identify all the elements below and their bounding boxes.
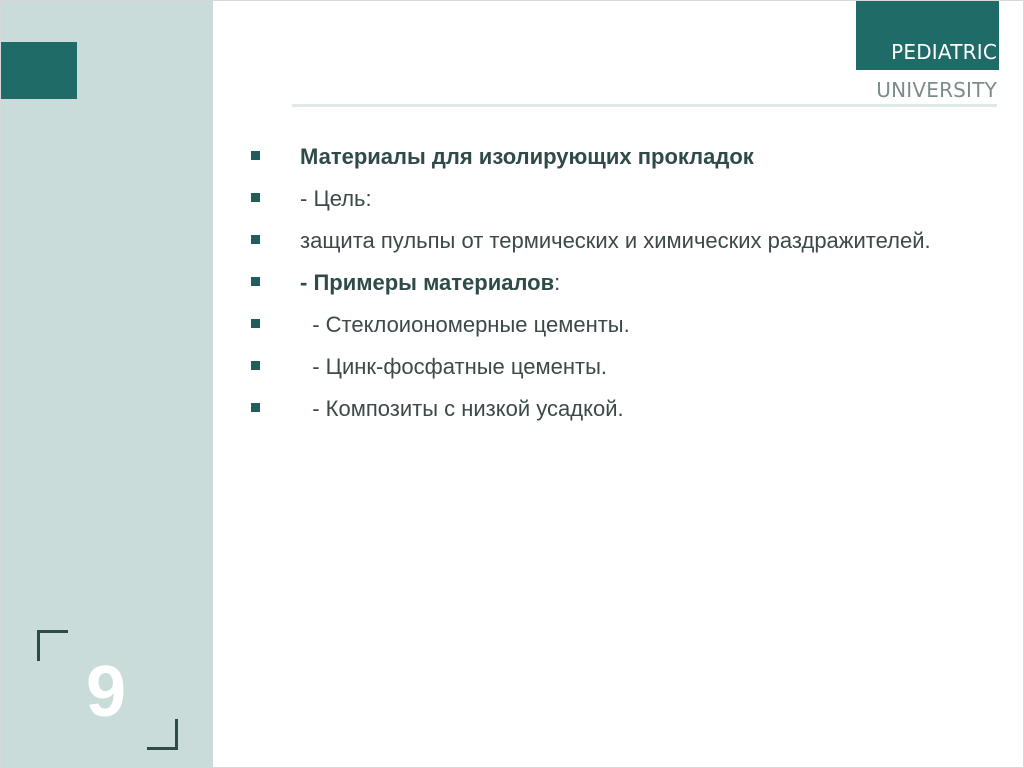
corner-bracket-bottom-right	[147, 719, 178, 750]
square-bullet-icon	[251, 403, 260, 412]
square-bullet-icon	[251, 319, 260, 328]
header-divider	[292, 104, 997, 107]
bullet-item	[251, 267, 951, 299]
bullet-text: - Композиты с низкой усадкой.	[300, 396, 624, 421]
bullet-suffix: :	[554, 270, 561, 295]
square-bullet-icon	[251, 193, 260, 202]
bullet-text: - Цель:	[300, 186, 372, 211]
corner-bracket-top-left	[37, 630, 68, 661]
brand-name-line2: UNIVERSITY	[876, 78, 997, 102]
square-bullet-icon	[251, 361, 260, 370]
bullet-text: защита пульпы от термических и химических раздражителей.	[300, 228, 931, 253]
bullet-item	[251, 141, 951, 173]
bullet-item	[251, 393, 951, 425]
side-accent-block	[1, 42, 77, 99]
square-bullet-icon	[251, 235, 260, 244]
square-bullet-icon	[251, 151, 260, 160]
bullet-text: - Примеры материалов	[300, 270, 555, 295]
bullet-text: - Цинк-фосфатные цементы.	[300, 354, 608, 379]
bullet-text: - Стеклоиономерные цементы.	[300, 312, 630, 337]
bullet-item	[251, 309, 951, 341]
bullet-list	[251, 141, 951, 435]
square-bullet-icon	[251, 277, 260, 286]
bullet-item	[251, 183, 951, 215]
side-panel	[1, 1, 213, 768]
brand-name-line1: PEDIATRIC	[891, 40, 997, 64]
bullet-text: Материалы для изолирующих прокладок	[300, 144, 754, 169]
bullet-item	[251, 225, 951, 257]
page-number: 9	[85, 652, 127, 732]
bullet-item	[251, 351, 951, 383]
